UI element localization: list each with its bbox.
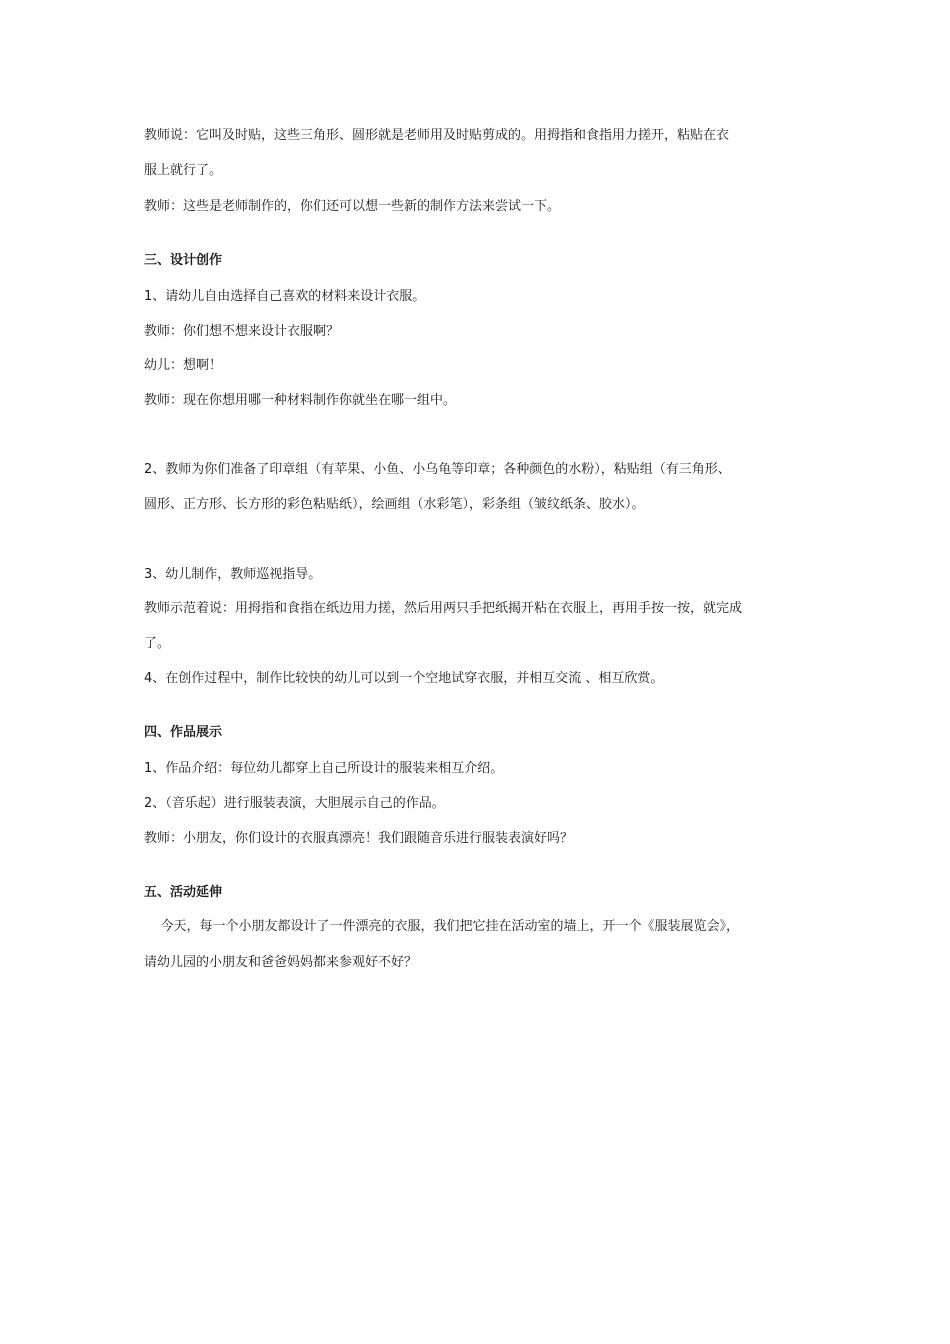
- paragraph-line: 今天，每一个小朋友都设计了一件漂亮的衣服，我们把它挂在活动室的墙上，开一个《服装展览会》，: [144, 919, 740, 934]
- section-heading: 三、设计创作: [144, 253, 223, 268]
- paragraph-line: 2、教师为你们准备了印章组（有苹果、小鱼、小乌龟等印章；各种颜色的水粉），粘贴组（有三角形、: [144, 462, 731, 477]
- paragraph-line: 服上就行了。: [144, 163, 223, 178]
- paragraph-line: 圆形、正方形、长方形的彩色粘贴纸），绘画组（水彩笔），彩条组（皱纹纸条、胶水）。: [144, 497, 645, 512]
- paragraph-line: 4、在创作过程中，制作比较快的幼儿可以到一个空地试穿衣服，并相互交流 、相互欣赏。: [144, 671, 664, 686]
- paragraph-line: 教师说：它叫及时贴，这些三角形、圆形就是老师用及时贴剪成的。用拇指和食指用力搓开，粘贴在衣: [144, 128, 730, 143]
- paragraph-line: 教师：小朋友，你们设计的衣服真漂亮！我们跟随音乐进行服装表演好吗？: [144, 831, 574, 846]
- paragraph-line: 教师：这些是老师制作的，你们还可以想一些新的制作方法来尝试一下。: [144, 199, 561, 214]
- paragraph-line: 2、（音乐起）进行服装表演，大胆展示自己的作品。: [144, 796, 445, 811]
- paragraph-line: 1、请幼儿自由选择自己喜欢的材料来设计衣服。: [144, 289, 426, 304]
- paragraph-line: 了。: [144, 636, 171, 651]
- paragraph-line: 教师示范着说：用拇指和食指在纸边用力搓，然后用两只手把纸揭开粘在衣服上，再用手按一按，就完成: [144, 601, 743, 616]
- section-heading: 五、活动延伸: [144, 885, 223, 900]
- paragraph-line: 1、作品介绍：每位幼儿都穿上自己所设计的服装来相互介绍。: [144, 761, 504, 776]
- paragraph-line: 教师：你们想不想来设计衣服啊？: [144, 324, 340, 339]
- paragraph-line: 请幼儿园的小朋友和爸爸妈妈都来参观好不好？: [144, 955, 418, 970]
- paragraph-line: 教师：现在你想用哪一种材料制作你就坐在哪一组中。: [144, 393, 457, 408]
- paragraph-line: 3、幼儿制作，教师巡视指导。: [144, 567, 322, 582]
- section-heading: 四、作品展示: [144, 725, 223, 740]
- paragraph-line: 幼儿：想啊！: [144, 358, 223, 373]
